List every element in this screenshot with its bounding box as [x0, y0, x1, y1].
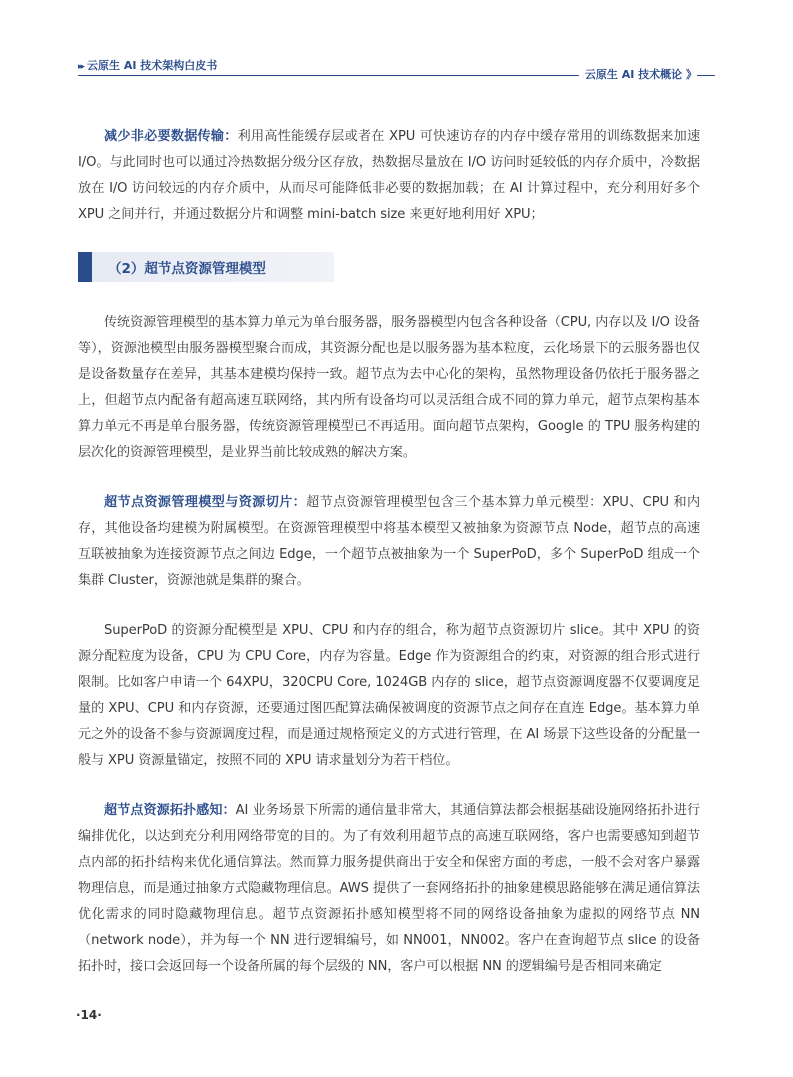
double-arrow-icon: ▸▸: [78, 62, 84, 72]
paragraph-superpod-allocation: [78, 618, 700, 774]
header-left-label: 云原生 AI 技术架构白皮书: [87, 59, 218, 72]
paragraph-text: SuperPoD 的资源分配模型是 XPU、CPU 和内存的组合，称为超节点资源切片 slice。其中 XPU 的资源分配粒度为设备，CPU 为 CPU Core，内存为容量。Edge 作为资源组合的约束，对资源的组合形式进行限制。比如客户申请一个 64XPU，320CPU Core, 1024GB 内存的 slice，超节点资源调度器不仅要调度足量的 XPU、CPU 和内存资源，还要通过图匹配算法确保被调度的资源节点之间存在直连 Edge。基本算力单元之外的设备不参与资源调度过程，而是通过规格预定义的方式进行管理，在 AI 场景下这些设备的分配量一般与 XPU 资源量锚定，按照不同的 XPU 请求量划分为若干档位。: [78, 623, 700, 768]
header-publication-title: [78, 57, 217, 73]
section-heading: [78, 252, 334, 282]
page-content: [78, 124, 700, 1004]
paragraph-text: 传统资源管理模型的基本算力单元为单台服务器，服务器模型内包含各种设备（CPU, 内存以及 I/O 设备等），资源池模型由服务器模型聚合而成，其资源分配也是以服务器为基本粒度，云化场景下的云服务器也仅是设备数量存在差异，其基本建模均保持一致。超节点为去中心化的架构，虽然物理设备仍依托于服务器之上，但超节点内配备有超高速互联网络，其内所有设备均可以灵活组合成不同的算力单元，超节点架构基本算力单元不再是单台服务器，传统资源管理模型已不再适用。面向超节点架构，Google 的 TPU 服务构建的层次化的资源管理模型，是业界当前比较成熟的解决方案。: [78, 315, 700, 460]
paragraph-resource-slicing: [78, 490, 700, 594]
paragraph-traditional-model: [78, 310, 700, 466]
paragraph-lead: 超节点资源拓扑感知：: [104, 803, 236, 818]
paragraph-reduce-transfer: [78, 124, 700, 228]
header-chapter-title: 云原生 AI 技术概论 》: [579, 66, 697, 82]
paragraph-lead: 减少非必要数据传输：: [104, 129, 238, 144]
paragraph-text: 超节点资源管理模型包含三个基本算力单元模型：XPU、CPU 和内存，其他设备均建模为附属模型。在资源管理模型中将基本模型又被抽象为资源节点 Node，超节点的高速互联被抽象为连接资源节点之间边 Edge，一个超节点被抽象为一个 SuperPoD，多个 SuperPoD 组成一个集群 Cluster，资源池就是集群的聚合。: [78, 495, 700, 588]
section-heading-label: （2）超节点资源管理模型: [108, 261, 266, 277]
paragraph-text: AI 业务场景下所需的通信量非常大，其通信算法都会根据基础设施网络拓扑进行编排优化，以达到充分利用网络带宽的目的。为了有效利用超节点的高速互联网络，客户也需要感知到超节点内部的拓扑结构来优化通信算法。然而算力服务提供商出于安全和保密方面的考虑，一般不会对客户暴露物理信息，而是通过抽象方式隐藏物理信息。AWS 提供了一套网络拓扑的抽象建模思路能够在满足通信算法优化需求的同时隐藏物理信息。超节点资源拓扑感知模型将不同的网络设备抽象为虚拟的网络节点 NN（network node），并为每一个 NN 进行逻辑编号，如 NN001，NN002。客户在查询超节点 slice 的设备拓扑时，接口会返回每一个设备所属的每个层级的 NN，客户可以根据 NN 的逻辑编号是否相同来确定: [78, 803, 701, 974]
paragraph-topology-awareness: [78, 798, 700, 980]
page-number: ·14·: [76, 1008, 102, 1022]
paragraph-text: 利用高性能缓存层或者在 XPU 可快速访存的内存中缓存常用的训练数据来加速 I/O。与此同时也可以通过冷热数据分级分区存放，热数据尽量放在 I/O 访问时延较低的内存介质中，冷数据放在 I/O 访问较远的内存介质中，从而尽可能降低非必要的数据加载；在 AI 计算过程中，充分利用好多个 XPU 之间并行，并通过数据分片和调整 mini-batch size 来更好地利用好 XPU；: [78, 129, 700, 222]
paragraph-lead: 超节点资源管理模型与资源切片：: [104, 495, 307, 510]
